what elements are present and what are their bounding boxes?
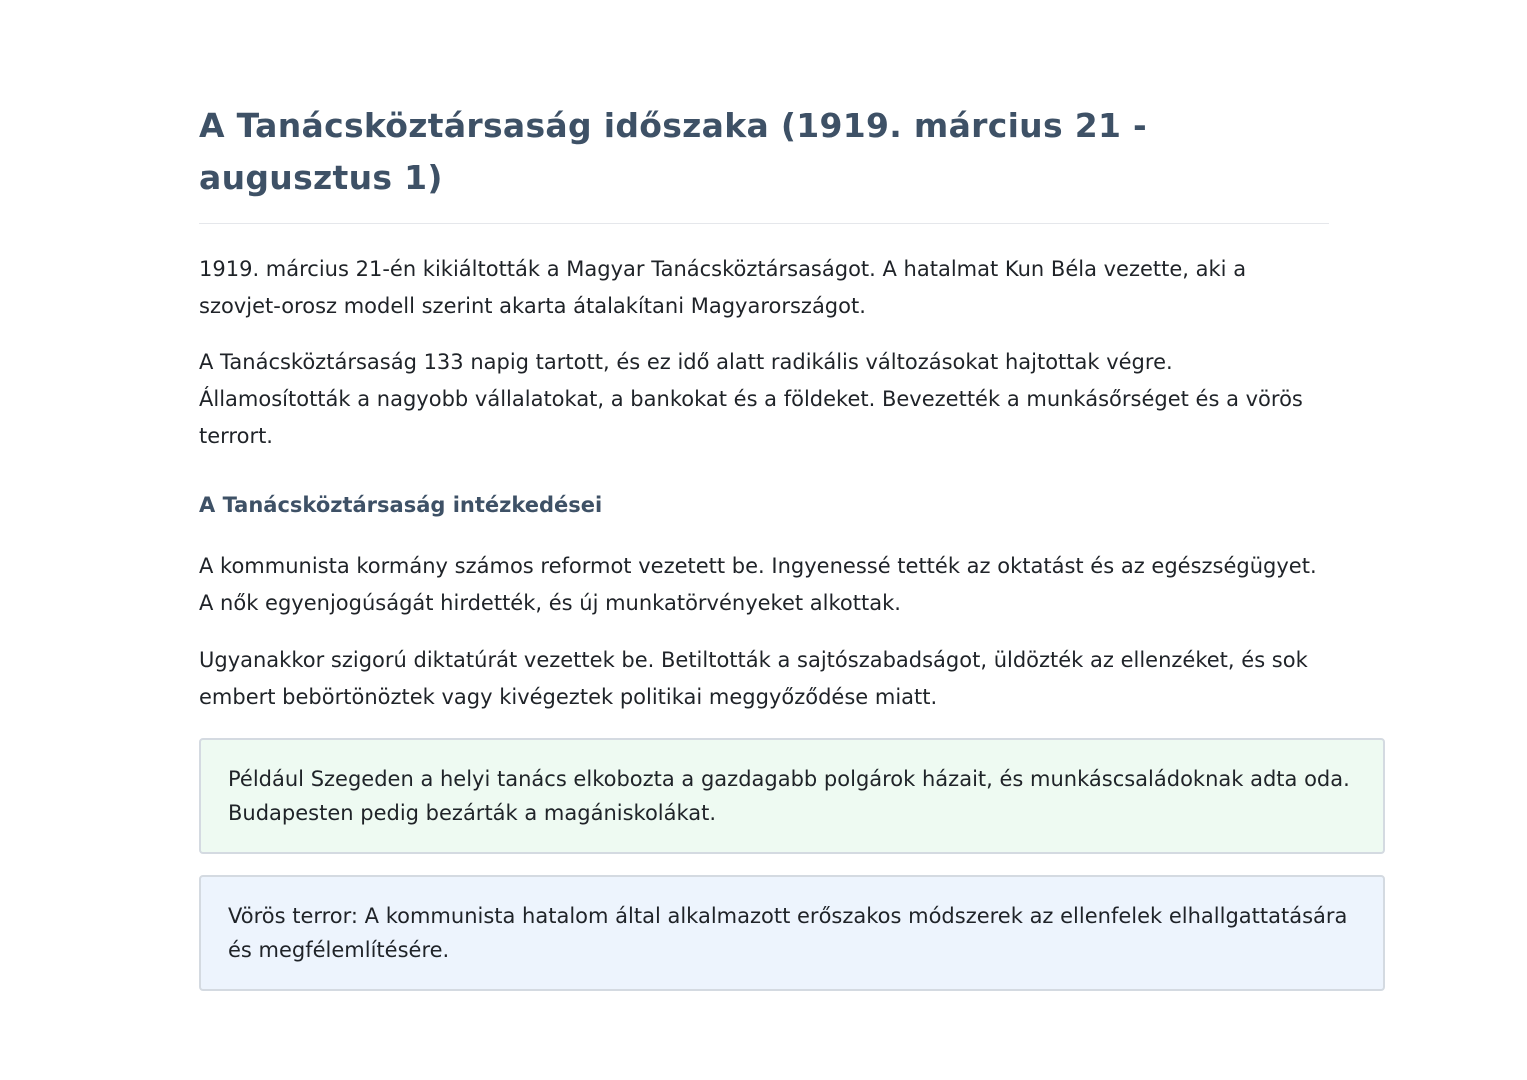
title-divider <box>199 223 1329 224</box>
definition-box-text: Vörös terror: A kommunista hatalom által alkalmazott erőszakos módszerek az ellenfelek elhallgattatására és megfélemlítésére. <box>228 904 1348 962</box>
article <box>199 100 1385 991</box>
example-box <box>199 738 1385 854</box>
section-paragraph-2: Ugyanakkor szigorú diktatúrát vezettek be. Betiltották a sajtószabadságot, üldözték az ellenzéket, és sok embert bebörtönöztek vagy kivégeztek politikai meggyőződése miatt. <box>199 648 1308 709</box>
example-box-text: Például Szegeden a helyi tanács elkobozta a gazdagabb polgárok házait, és munkáscsaládoknak adta oda. Budapesten pedig bezárták a magániskolákat. <box>228 767 1350 825</box>
intro-paragraph-2: A Tanácsköztársaság 133 napig tartott, és ez idő alatt radikális változásokat hajtottak végre. Államosították a nagyobb vállalatokat, a bankokat és a földeket. Bevezették a munkásőrséget és a vörös terrort. <box>199 350 1303 448</box>
section-heading: A Tanácsköztársaság intézkedései <box>199 493 603 517</box>
definition-box <box>199 875 1385 991</box>
intro-paragraph-1: 1919. március 21-én kikiáltották a Magyar Tanácsköztársaságot. A hatalmat Kun Béla vezette, aki a szovjet-orosz modell szerint akarta átalakítani Magyarországot. <box>199 257 1247 318</box>
section-paragraph-1: A kommunista kormány számos reformot vezetett be. Ingyenessé tették az oktatást és az egészségügyet. A nők egyenjogúságát hirdették, és új munkatörvényeket alkottak. <box>199 554 1317 615</box>
page-title: A Tanácsköztársaság időszaka (1919. március 21 - augusztus 1) <box>199 106 1148 197</box>
